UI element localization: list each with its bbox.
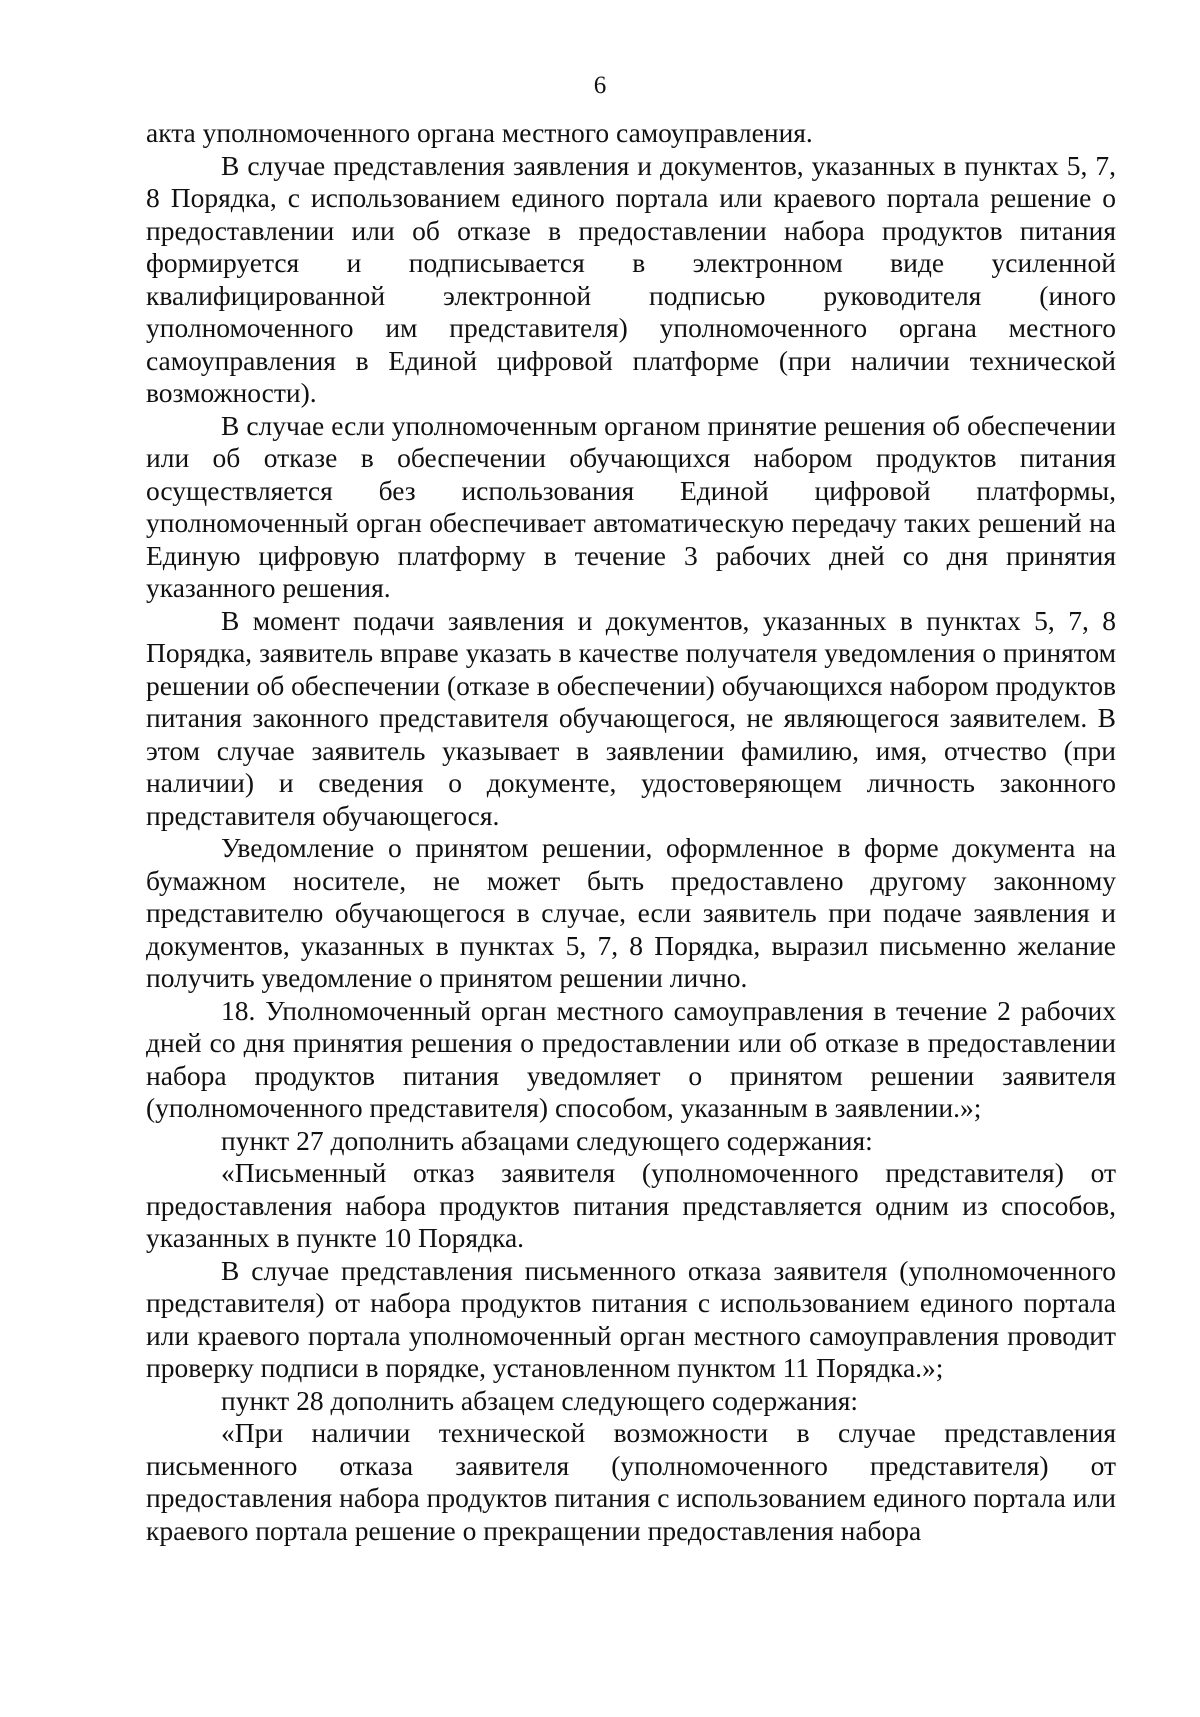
paragraph-item-18: 18. Уполномоченный орган местного самоуправления в течение 2 рабочих дней со дня принятия решения о предоставлении или об отказе в предоставлении набора продуктов питания уведомляет о принятом решении заявителя (уполномоченного представителя) способом, указанным в заявлении.»; — [146, 994, 1116, 1123]
paragraph-item-27-intro: пункт 27 дополнить абзацами следующего содержания: — [221, 1124, 873, 1156]
paragraph-written-refusal: «Письменный отказ заявителя (уполномоченного представителя) от предоставления набора продуктов питания представляется одним из способов, указанных в пункте 10 Порядка. — [146, 1157, 1116, 1253]
paragraph-automatic-transfer: В случае если уполномоченным органом принятие решения об обеспечении или об отказе в обеспечении обучающихся набором продуктов питания осуществляется без использования Единой цифровой платформы, уполномоченный орган обеспечивает автоматическую передачу таких решений на Единую цифровую платформу в течение 3 рабочих дней со дня принятия указанного решения. — [146, 409, 1116, 603]
paragraph-termination-decision: «При наличии технической возможности в случае представления письменного отказа заявителя (уполномоченного представителя) от предоставления набора продуктов питания с использованием единого портала или краевого портала решение о прекращении предоставления набора — [146, 1417, 1116, 1546]
paragraph-continuation: акта уполномоченного органа местного самоуправления. — [146, 117, 813, 148]
paragraph-notification-recipient: В момент подачи заявления и документов, указанных в пунктах 5, 7, 8 Порядка, заявитель вправе указать в качестве получателя уведомления о принятом решении об обеспечении (отказе в обеспечении) обучающихся набором продуктов питания законного представителя обучающегося, не являющегося заявителем. В этом случае заявитель указывает в заявлении фамилию, имя, отчество (при наличии) и сведения о документе, удостоверяющем личность законного представителя обучающегося. — [146, 604, 1116, 831]
paragraph-paper-notification: Уведомление о принятом решении, оформленное в форме документа на бумажном носителе, не может быть предоставлено другому законному представителю обучающегося в случае, если заявитель при подаче заявления и документов, указанных в пунктах 5, 7, 8 Порядка, выразил письменно желание получить уведомление о принятом решении лично. — [146, 832, 1116, 993]
document-body — [146, 117, 1116, 1547]
paragraph-electronic-decision: В случае представления заявления и документов, указанных в пунктах 5, 7, 8 Порядка, с использованием единого портала или краевого портала решение о предоставлении или об отказе в предоставлении набора продуктов питания формируется и подписывается в электронном виде усиленной квалифицированной электронной подписью руководителя (иного уполномоченного им представителя) уполномоченного органа местного самоуправления в Единой цифровой платформе (при наличии технической возможности). — [146, 149, 1116, 408]
paragraph-signature-check: В случае представления письменного отказа заявителя (уполномоченного представителя) от набора продуктов питания с использованием единого портала или краевого портала уполномоченный орган местного самоуправления проводит проверку подписи в порядке, установленном пунктом 11 Порядка.»; — [146, 1254, 1116, 1383]
paragraph-item-28-intro: пункт 28 дополнить абзацем следующего содержания: — [221, 1384, 859, 1416]
page-number: 6 — [593, 72, 607, 99]
